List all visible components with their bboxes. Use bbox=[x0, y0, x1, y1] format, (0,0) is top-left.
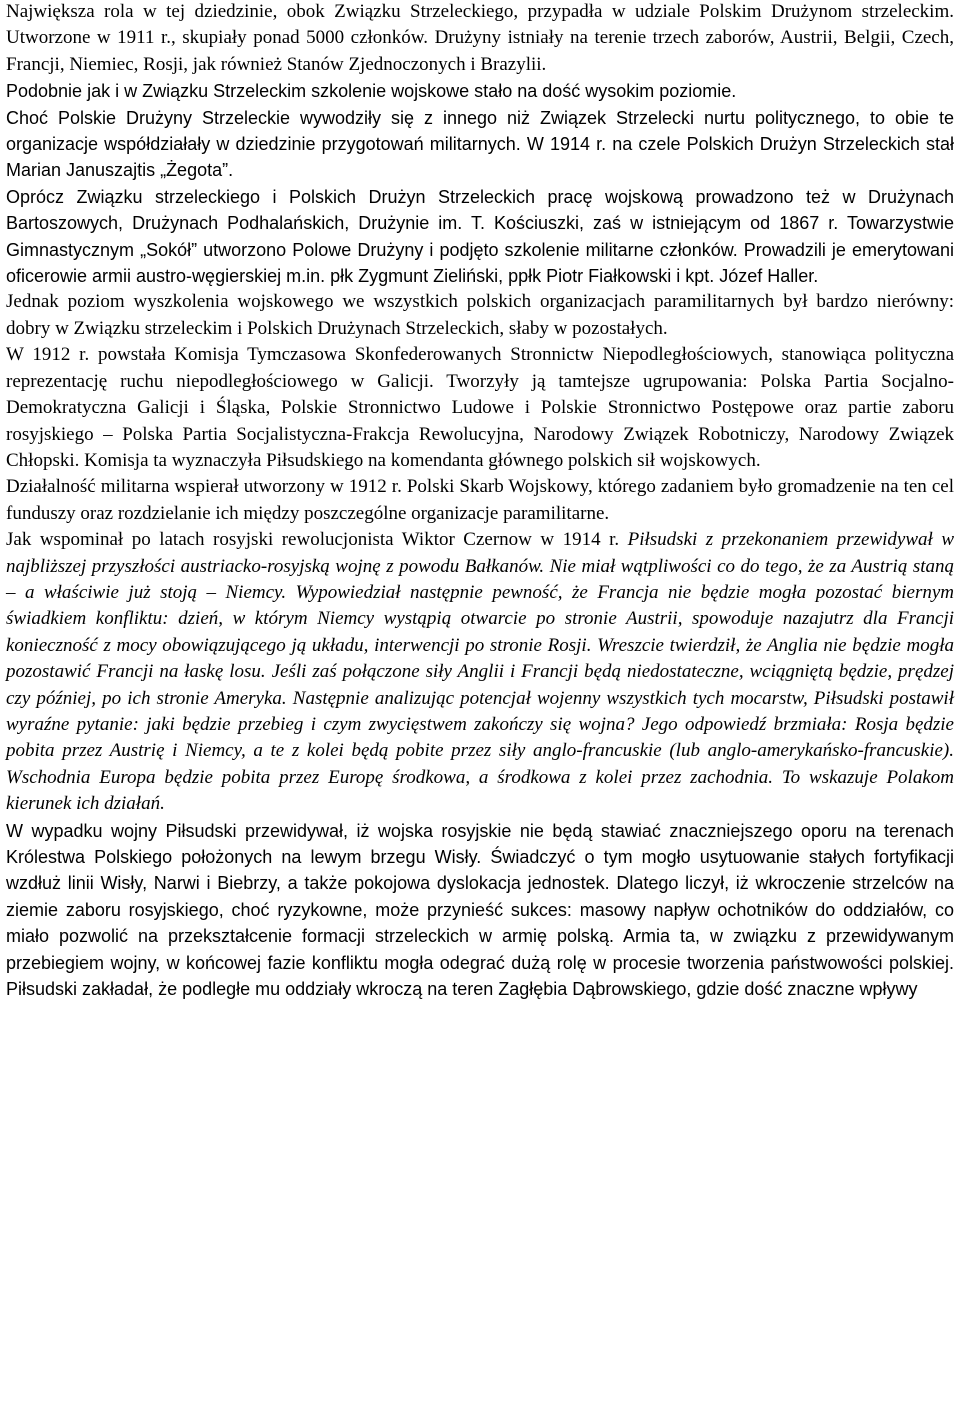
document-page bbox=[6, 0, 954, 1002]
quote-text: Piłsudski z przekonaniem przewidywał w najbliższej przyszłości austriacko-rosyjską wojnę z powodu Bałkanów. Nie miał wątpliwości co do tego, że za Austrią staną – a właściwie już stoją – Niemcy. Wypowiedział następnie pewność, że Francja nie będzie mogła pozostać biernym świadkiem konfliktu: dzień, w którym Niemcy wystąpią otwarcie po stronie Austrii, spowoduje nazajutrz dla Francji konieczność z mocy obowiązującego ją układu, interwencji po stronie Rosji. Wreszcie twierdził, że Anglia nie będzie mogła pozostawić Francji na łaskę losu. Jeśli zaś połączone siły Anglii i Francji będą niedostateczne, wciągniętą będzie, prędzej czy później, po ich stronie Ameryka. Następnie analizując potencjał wojenny wszystkich tych mocarstw, Piłsudski postawił wyraźne pytanie: jaki będzie przebieg i czym zwycięstwem zakończy się wojna? Jego odpowiedź brzmiała: Rosja będzie pobita przez Austrię i Niemcy, a te z kolei będą pobite przez siły anglo-francuskie (lub anglo-amerykańsko-francuskie). Wschodnia Europa będzie pobita przez Europę środkowa, a środkowa z kolei przez zachodnia. To wskazuje Polakom kierunek ich działań. bbox=[6, 529, 954, 815]
paragraph-druzyny-strzeleckie: Największa rola w tej dziedzinie, obok Związku Strzeleckiego, przypadła w udziale Polskim Drużynom strzeleckim. Utworzone w 1911 r., skupiały ponad 5000 członków. Drużyny istniały na terenie trzech zaborów, Austrii, Belgii, Czech, Francji, Niemiec, Rosji, jak również Stanów Zjednoczonych i Brazylii. bbox=[6, 1, 954, 75]
paragraph-poziom-wyszkolenia: Jednak poziom wyszkolenia wojskowego we wszystkich polskich organizacjach paramilitarnych był bardzo nierówny: dobry w Związku strzeleckim i Polskich Drużynach Strzeleckich, słaby w pozostałych. bbox=[6, 291, 954, 339]
paragraph-szkolenie-wojskowe: Podobnie jak i w Związku Strzeleckim szkolenie wojskowe stało na dość wysokim poziomie. bbox=[6, 81, 737, 102]
quote-intro: Jak wspominał po latach rosyjski rewolucjonista Wiktor Czernow w 1914 r. bbox=[6, 529, 628, 551]
paragraph-komisja-tymczasowa: W 1912 r. powstała Komisja Tymczasowa Skonfederowanych Stronnictw Niepodległościowych, stanowiąca polityczna reprezentację ruchu niepodległościowego w Galicji. Tworzyły ją tamtejsze ugrupowania: Polska Partia Socjalno-Demokratyczna Galicji i Śląska, Polskie Stronnictwo Ludowe i Polskie Stronnictwo Postępowe oraz partie zaboru rosyjskiego – Polska Partia Socjalistyczna-Frakcja Rewolucyjna, Narodowy Związek Robotniczy, Narodowy Związek Chłopski. Komisja ta wyznaczyła Piłsudskiego na komendanta głównego polskich sił wojskowych. bbox=[6, 344, 954, 471]
paragraph-plan-wojenny: W wypadku wojny Piłsudski przewidywał, iż wojska rosyjskie nie będą stawiać znaczniejszego oporu na terenach Królestwa Polskiego położonych na lewym brzegu Wisły. Świadczyć o tym mogło usytuowanie stałych fortyfikacji wzdłuż linii Wisły, Narwi i Biebrzy, a także pokojowa dyslokacja jednostek. Dlatego liczył, iż wkroczenie strzelców na ziemie zaboru rosyjskiego, choć ryzykowne, może przynieść sukces: masowy napływ ochotników do oddziałów, co miało pozwolić na przekształcenie formacji strzeleckich w armię polską. Armia ta, w związku z przewidywanym przebiegiem wojny, w końcowej fazie konfliktu mogła odegrać dużą rolę w procesie tworzenia państwowości polskiej. Piłsudski zakładał, że podległe mu oddziały wkroczą na teren Zagłębia Dąbrowskiego, gdzie dość znaczne wpływy bbox=[6, 820, 954, 1000]
paragraph-inne-organizacje: Oprócz Związku strzeleckiego i Polskich Drużyn Strzeleckich pracę wojskową prowadzono też w Drużynach Bartoszowych, Drużynach Podhalańskich, Drużynie im. T. Kościuszki, zaś w istniejącym od 1867 r. Towarzystwie Gimnastycznym „Sokół” utworzono Polowe Drużyny i podjęto szkolenie militarne członków. Prowadzili je emerytowani oficerowie armii austro-węgierskiej m.in. płk Zygmunt Zieliński, ppłk Piotr Fiałkowski i kpt. Józef Haller. bbox=[6, 186, 954, 287]
paragraph-skarb-wojskowy: Działalność militarna wspierał utworzony w 1912 r. Polski Skarb Wojskowy, którego zadaniem było gromadzenie na ten cel funduszy oraz rozdzielanie ich między poszczególne organizacje paramilitarne. bbox=[6, 476, 954, 524]
paragraph-czernow-quote bbox=[6, 527, 954, 817]
paragraph-wspoldzialanie: Choć Polskie Drużyny Strzeleckie wywodziły się z innego niż Związek Strzelecki nurtu politycznego, to obie te organizacje współdziałały w dziedzinie przygotowań militarnych. W 1914 r. na czele Polskich Drużyn Strzeleckich stał Marian Januszajtis „Żegota”. bbox=[6, 107, 954, 181]
